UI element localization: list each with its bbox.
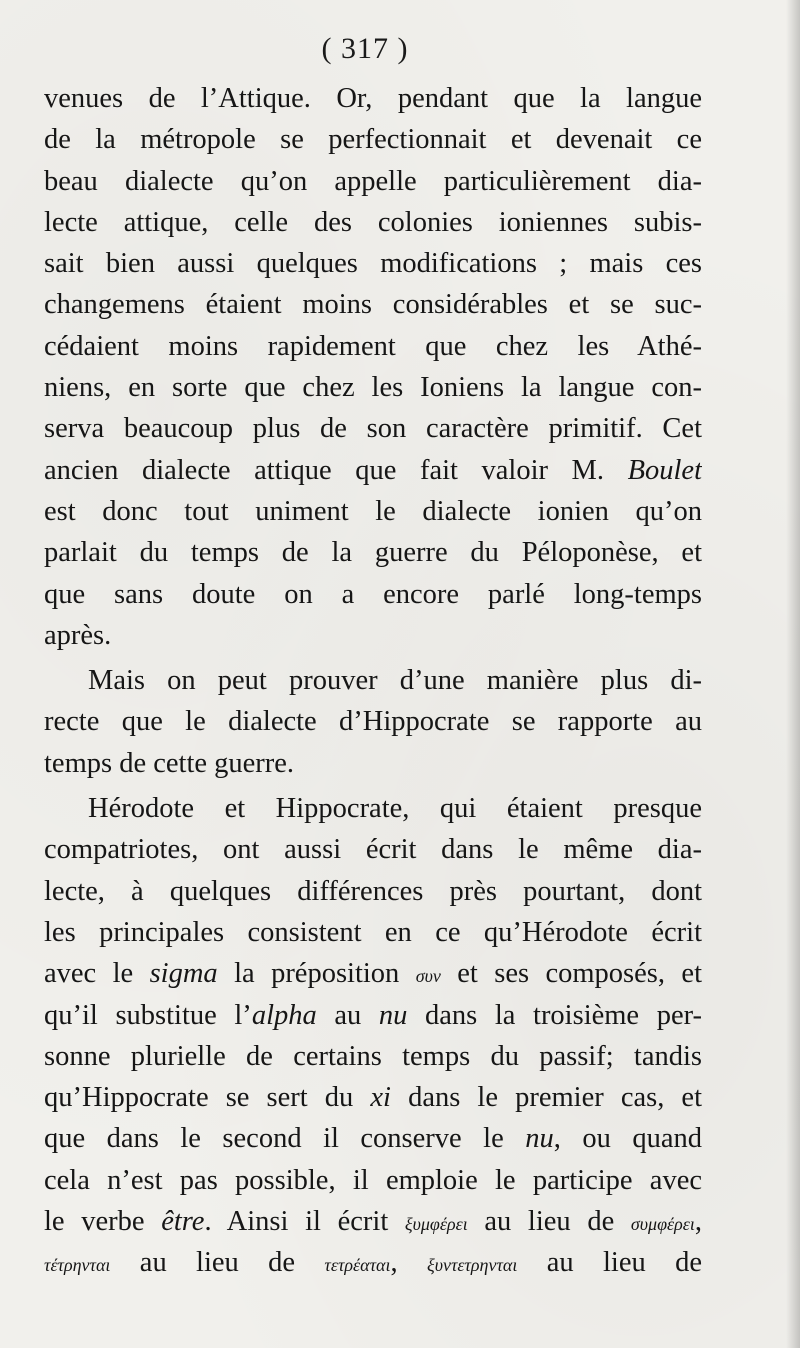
text-line bbox=[44, 450, 702, 491]
text-line bbox=[44, 1242, 702, 1283]
text-line bbox=[44, 1118, 702, 1159]
italic-text: xi bbox=[370, 1082, 391, 1114]
text-segment: serva beaucoup plus de son caractère primitif. Cet bbox=[44, 413, 702, 445]
text-segment: beau dialecte qu’on appelle particulièrement dia- bbox=[44, 165, 702, 197]
text-line bbox=[44, 119, 702, 160]
text-segment: niens, en sorte que chez les Ioniens la langue con- bbox=[44, 372, 702, 404]
text-line bbox=[44, 574, 702, 615]
text-line bbox=[44, 871, 702, 912]
text-segment: au lieu de bbox=[110, 1247, 325, 1279]
greek-word: ξυντετρηνται bbox=[426, 1255, 518, 1276]
text-line bbox=[44, 284, 702, 325]
greek-word: ξυμφέρει bbox=[404, 1214, 468, 1235]
text-segment: le verbe bbox=[44, 1206, 162, 1238]
text-line bbox=[44, 1036, 702, 1077]
text-segment: est donc tout uniment le dialecte ionien qu’on bbox=[44, 495, 702, 527]
text-line bbox=[44, 326, 702, 367]
text-segment: parlait du temps de la guerre du Péloponèse, et bbox=[44, 537, 702, 569]
text-segment: qu’Hippocrate se sert du bbox=[44, 1082, 371, 1114]
text-segment: Hérodote et Hippocrate, qui étaient presque bbox=[88, 793, 702, 825]
text-segment: avec le bbox=[44, 958, 150, 990]
text-segment: au bbox=[316, 999, 379, 1031]
text-segment: . Ainsi il écrit bbox=[204, 1206, 405, 1238]
text-segment: Mais on peut prouver d’une manière plus di- bbox=[88, 665, 702, 697]
text-segment: sait bien aussi quelques modifications ; mais ces bbox=[44, 248, 702, 280]
italic-text: Boulet bbox=[627, 454, 702, 486]
text-line bbox=[44, 660, 702, 701]
text-segment: sonne plurielle de certains temps du passif; tandis bbox=[44, 1040, 702, 1072]
text-segment: , bbox=[390, 1247, 427, 1279]
text-line bbox=[44, 408, 702, 449]
text-line bbox=[44, 701, 702, 742]
text-line bbox=[44, 829, 702, 870]
text-line bbox=[44, 243, 702, 284]
italic-text: alpha bbox=[251, 999, 317, 1031]
text-segment: les principales consistent en ce qu’Hérodote écrit bbox=[44, 916, 702, 948]
text-segment: la préposition bbox=[217, 958, 416, 990]
text-segment: , ou quand bbox=[553, 1123, 702, 1155]
text-line bbox=[44, 995, 702, 1036]
text-segment: qu’il substitue l’ bbox=[44, 999, 252, 1031]
text-segment: compatriotes, ont aussi écrit dans le même dia- bbox=[44, 834, 702, 866]
text-line bbox=[44, 532, 702, 573]
italic-text: sigma bbox=[149, 958, 218, 990]
text-segment: venues de l’Attique. Or, pendant que la langue bbox=[44, 83, 702, 114]
text-line bbox=[44, 912, 702, 953]
text-segment: et ses composés, et bbox=[440, 958, 702, 990]
italic-text: nu bbox=[378, 999, 408, 1031]
text-line bbox=[44, 367, 702, 408]
text-line bbox=[44, 1201, 702, 1242]
text-segment: dans le premier cas, et bbox=[390, 1082, 702, 1114]
text-line bbox=[44, 491, 702, 532]
text-segment: recte que le dialecte d’Hippocrate se rapporte au bbox=[44, 706, 702, 738]
text-line bbox=[44, 743, 702, 784]
text-segment: au lieu de bbox=[467, 1206, 631, 1238]
text-segment: changemens étaient moins considérables et se suc- bbox=[44, 289, 702, 321]
body-text bbox=[44, 78, 702, 1284]
text-segment: que sans doute on a encore parlé long-temps bbox=[44, 578, 702, 610]
text-line bbox=[44, 78, 702, 119]
page-number: ( 317 ) bbox=[321, 32, 409, 65]
text-line bbox=[44, 1077, 702, 1118]
italic-text: nu bbox=[525, 1123, 554, 1155]
text-segment: temps de cette guerre. bbox=[44, 747, 295, 779]
text-segment: après. bbox=[44, 619, 112, 651]
text-segment: lecte, à quelques différences près pourtant, dont bbox=[44, 875, 702, 907]
page-edge-shadow bbox=[786, 0, 800, 1348]
text-line bbox=[44, 1160, 702, 1201]
text-segment: dans la troisième per- bbox=[407, 999, 702, 1031]
text-segment: cela n’est pas possible, il emploie le participe avec bbox=[44, 1164, 702, 1196]
text-segment: , bbox=[694, 1206, 702, 1238]
greek-word: συν bbox=[415, 966, 441, 987]
text-segment: lecte attique, celle des colonies ioniennes subis- bbox=[44, 206, 702, 238]
text-segment: cédaient moins rapidement que chez les Athé- bbox=[44, 330, 702, 362]
text-line bbox=[44, 202, 702, 243]
text-line bbox=[44, 953, 702, 994]
text-segment: de la métropole se perfectionnait et devenait ce bbox=[44, 124, 702, 156]
greek-word: συμφέρει bbox=[630, 1214, 695, 1235]
italic-text: être bbox=[161, 1206, 205, 1238]
greek-word: τέτρηνται bbox=[44, 1255, 111, 1276]
text-line bbox=[44, 161, 702, 202]
text-line bbox=[44, 788, 702, 829]
text-segment: au lieu de bbox=[517, 1247, 702, 1279]
text-line bbox=[44, 615, 702, 656]
text-segment: ancien dialecte attique que fait valoir M. bbox=[44, 454, 628, 486]
greek-word: τετρέαται bbox=[324, 1255, 391, 1276]
text-segment: que dans le second il conserve le bbox=[44, 1123, 526, 1155]
